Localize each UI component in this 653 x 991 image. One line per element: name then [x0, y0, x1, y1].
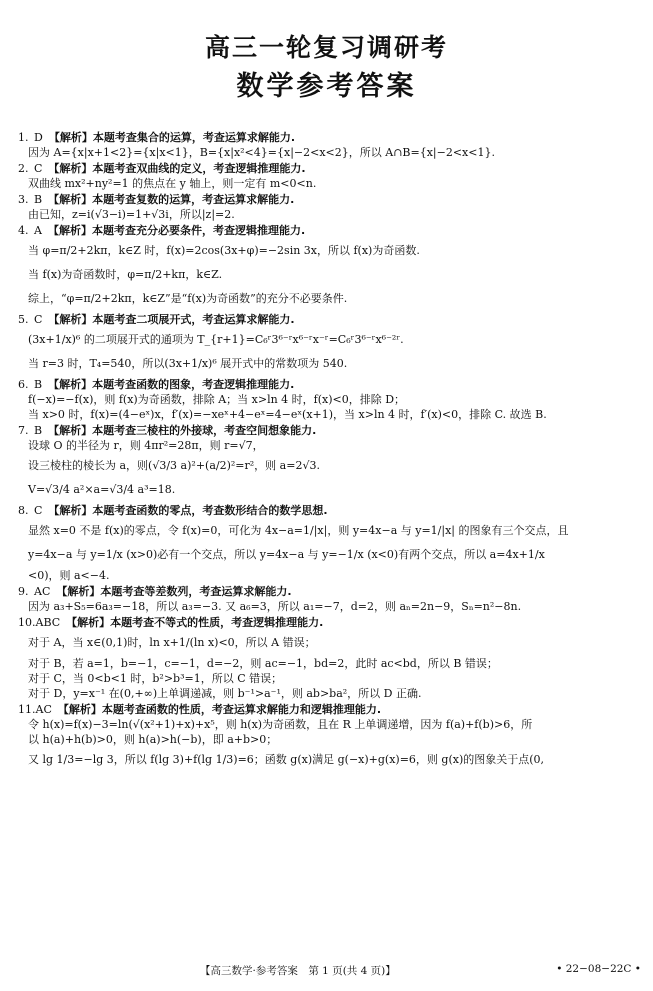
- question-number: 8.: [18, 504, 29, 517]
- solution-line: 对于 B，若 a=1，b=−1，c=−1，d=−2，则 ac=−1，bd=2，此时 ac<bd，所以 B 错误；: [28, 657, 498, 670]
- solution-line: 当 φ=π/2+2kπ，k∈Z 时，f(x)=2cos(3x+φ)=−2sin 3x，所以 f(x)为奇函数.: [28, 244, 420, 257]
- answer-item: [18, 615, 640, 701]
- analysis-description: 本题考查双曲线的定义，考查逻辑推理能力.: [92, 162, 306, 175]
- analysis-tag: 【解析】: [48, 378, 93, 391]
- answer-heading: [18, 312, 640, 327]
- solution-line: 显然 x=0 不是 f(x)的零点，令 f(x)=0，可化为 4x−a=1/|x|，则 y=4x−a 与 y=1/|x| 的图象有三个交点，且: [28, 524, 569, 537]
- footer-page-info: 【高三数学·参考答案 第 1 页(共 4 页)】: [200, 965, 396, 977]
- solution-line: 设球 O 的半径为 r，则 4πr²=28π，则 r=√7，: [28, 439, 264, 452]
- solution-line: V=√3/4 a²×a=√3/4 a³=18.: [28, 483, 176, 496]
- answer-choice: A: [34, 224, 42, 237]
- answer-item: [18, 584, 640, 614]
- answer-choice: ABC: [35, 616, 61, 629]
- solution-line: 对于 D，y=x⁻¹ 在(0,+∞)上单调递减，则 b⁻¹>a⁻¹，则 ab>ba²，所以 D 正确.: [28, 687, 422, 700]
- answer-choice: B: [34, 424, 43, 437]
- title-block: [0, 30, 653, 106]
- analysis-tag: 【解析】: [47, 224, 92, 237]
- question-number: 1.: [18, 131, 29, 144]
- solution-line: f(−x)=−f(x)，则 f(x)为奇函数，排除 A；当 x>ln 4 时，f(x)<0，排除 D；: [28, 393, 406, 406]
- solution-line: 当 f(x)为奇函数时，φ=π/2+kπ，k∈Z.: [28, 268, 223, 281]
- solution-line: 双曲线 mx²+ny²=1 的焦点在 y 轴上，则一定有 m<0<n.: [28, 177, 317, 190]
- answer-item: [18, 377, 640, 422]
- answer-choice: B: [34, 193, 43, 206]
- solution-line: 又 lg 1/3=−lg 3，所以 f(lg 3)+f(lg 1/3)=6；函数 g(x)满足 g(−x)+g(x)=6，则 g(x)的图象关于点(0,: [28, 753, 545, 766]
- analysis-tag: 【解析】: [56, 585, 101, 598]
- solution-line: 因为 A={x|x+1<2}={x|x<1}，B={x|x²<4}={x|−2<x<2}，所以 A∩B={x|−2<x<1}.: [28, 146, 495, 159]
- answer-choice: D: [34, 131, 43, 144]
- question-number: 10.: [18, 616, 36, 629]
- analysis-tag: 【解析】: [48, 504, 93, 517]
- answer-heading: [18, 377, 640, 392]
- answer-item: [18, 702, 640, 771]
- solution-line: 当 r=3 时，T₄=540，所以(3x+1/x)⁶ 展开式中的常数项为 540.: [28, 357, 348, 370]
- page-title: 高三一轮复习调研考: [204, 33, 448, 62]
- answer-heading: [18, 423, 640, 438]
- answer-heading: [18, 584, 640, 599]
- question-number: 9.: [18, 585, 29, 598]
- answer-heading: [18, 223, 640, 238]
- solution-line: 以 h(a)+h(b)>0，则 h(a)>h(−b)，即 a+b>0；: [28, 733, 278, 746]
- question-number: 6.: [18, 378, 29, 391]
- answer-item: [18, 130, 640, 160]
- analysis-tag: 【解析】: [57, 703, 102, 716]
- answer-choice: AC: [35, 703, 52, 716]
- answer-choice: AC: [34, 585, 51, 598]
- analysis-tag: 【解析】: [48, 131, 93, 144]
- solution-line: <0)，则 a<−4.: [28, 569, 110, 582]
- answer-item: [18, 312, 640, 375]
- analysis-description: 本题考查复数的运算，考查运算求解能力.: [92, 193, 295, 206]
- answer-item: [18, 503, 640, 583]
- analysis-description: 本题考查不等式的性质，考查逻辑推理能力.: [110, 616, 324, 629]
- answer-heading: [18, 130, 640, 145]
- answer-choice: C: [34, 504, 43, 517]
- answer-choice: C: [34, 313, 43, 326]
- answer-list: [18, 130, 640, 773]
- analysis-description: 本题考查函数的图象，考查逻辑推理能力.: [92, 378, 295, 391]
- footer-code: • 22−08−22C •: [556, 963, 641, 975]
- page-subtitle: 数学参考答案: [236, 71, 417, 102]
- solution-line: y=4x−a 与 y=1/x (x>0)必有一个交点，所以 y=4x−a 与 y=−1/x (x<0)有两个交点，所以 a=4x+1/x: [28, 548, 545, 561]
- answer-heading: [18, 192, 640, 207]
- answer-heading: [18, 161, 640, 176]
- question-number: 3.: [18, 193, 29, 206]
- analysis-description: 本题考查函数的性质，考查运算求解能力和逻辑推理能力.: [101, 703, 382, 716]
- analysis-tag: 【解析】: [48, 424, 93, 437]
- solution-line: 因为 a₃+S₅=6a₃=−18，所以 a₃=−3. 又 a₆=3，所以 a₁=−7，d=2，则 aₙ=2n−9，Sₙ=n²−8n.: [28, 600, 522, 613]
- answer-heading: [18, 702, 640, 717]
- solution-line: 对于 A，当 x∈(0,1)时，ln x+1/(ln x)<0，所以 A 错误；: [28, 636, 316, 649]
- answer-item: [18, 423, 640, 501]
- question-number: 5.: [18, 313, 29, 326]
- question-number: 4.: [18, 224, 29, 237]
- analysis-tag: 【解析】: [48, 313, 93, 326]
- question-number: 11.: [18, 703, 36, 716]
- solution-line: 由已知，z=i(√3−i)=1+√3i，所以|z|=2.: [28, 208, 235, 221]
- solution-line: 令 h(x)=f(x)−3=ln(√(x²+1)+x)+x⁵，则 h(x)为奇函数，且在 R 上单调递增，因为 f(a)+f(b)>6，所: [28, 718, 533, 731]
- answer-item: [18, 161, 640, 191]
- analysis-tag: 【解析】: [66, 616, 111, 629]
- analysis-tag: 【解析】: [48, 162, 93, 175]
- answer-choice: B: [34, 378, 43, 391]
- question-number: 7.: [18, 424, 29, 437]
- answer-item: [18, 223, 640, 310]
- solution-line: 对于 C，当 0<b<1 时，b²>b³=1，所以 C 错误；: [28, 672, 283, 685]
- solution-line: 当 x>0 时，f(x)=(4−eˣ)x，f′(x)=−xeˣ+4−eˣ=4−eˣ(x+1)，当 x>ln 4 时，f′(x)<0，排除 C. 故选 B.: [28, 408, 547, 421]
- answer-heading: [18, 503, 640, 518]
- solution-line: 设三棱柱的棱长为 a，则(√3/3 a)²+(a/2)²=r²，则 a=2√3.: [28, 459, 320, 472]
- solution-line: 综上，“φ=π/2+2kπ，k∈Z”是“f(x)为奇函数”的充分不必要条件.: [28, 292, 348, 305]
- analysis-description: 本题考查充分必要条件，考查逻辑推理能力.: [91, 224, 306, 237]
- answer-choice: C: [34, 162, 43, 175]
- analysis-description: 本题考查三棱柱的外接球，考查空间想象能力.: [92, 424, 317, 437]
- question-number: 2.: [18, 162, 29, 175]
- analysis-description: 本题考查二项展开式，考查运算求解能力.: [92, 313, 295, 326]
- solution-line: (3x+1/x)⁶ 的二项展开式的通项为 T_{r+1}=C₆ʳ3⁶⁻ʳx⁶⁻ʳx⁻ʳ=C₆ʳ3⁶⁻ʳx⁶⁻²ʳ.: [28, 333, 404, 346]
- analysis-tag: 【解析】: [48, 193, 93, 206]
- analysis-description: 本题考查集合的运算，考查运算求解能力.: [92, 131, 296, 144]
- analysis-description: 本题考查等差数列，考查运算求解能力.: [100, 585, 292, 598]
- answer-heading: [18, 615, 640, 630]
- answer-item: [18, 192, 640, 222]
- analysis-description: 本题考查函数的零点，考查数形结合的数学思想.: [92, 504, 328, 517]
